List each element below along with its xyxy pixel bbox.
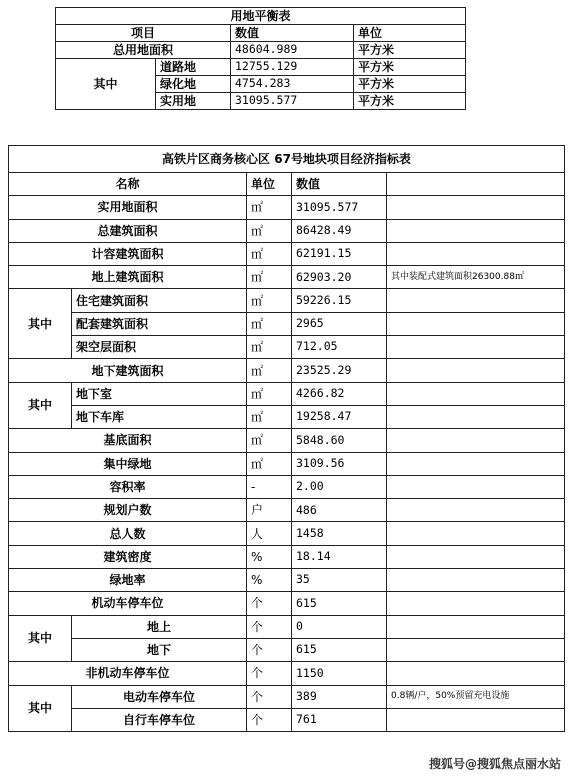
group-label: 其中 [9,615,72,662]
table-row: 实用地 31095.577 平方米 [56,93,466,110]
table-row: 自行车停车位 个 761 [9,708,565,731]
header-unit: 单位 [247,173,292,196]
header-value: 数值 [231,25,354,42]
table-row: 机动车停车位 个 615 [9,592,565,615]
header-value: 数值 [292,173,387,196]
table-row: 绿地率 % 35 [9,569,565,592]
table-row: 地下车库 ㎡ 19258.47 [9,405,565,428]
table-row: 其中 地下室 ㎡ 4266.82 [9,382,565,405]
table-row: 绿化地 4754.283 平方米 [56,76,466,93]
table-row: 非机动车停车位 个 1150 [9,662,565,685]
group-label: 其中 [9,289,72,359]
table-row: 总人数 人 1458 [9,522,565,545]
table-row: 总建筑面积 ㎡ 86428.49 [9,219,565,242]
group-label: 其中 [9,685,72,732]
table-row: 总用地面积 48604.989 平方米 [56,42,466,59]
table-row: 基底面积 ㎡ 5848.60 [9,429,565,452]
table-row: 集中绿地 ㎡ 3109.56 [9,452,565,475]
header-unit: 单位 [354,25,466,42]
header-name: 名称 [9,173,247,196]
group-label: 其中 [56,59,156,110]
table-row: 地下建筑面积 ㎡ 23525.29 [9,359,565,382]
table-row: 架空层面积 ㎡ 712.05 [9,336,565,359]
land-balance-title: 用地平衡表 [56,8,466,25]
table-row: 其中 地上 个 0 [9,615,565,638]
economic-indicators-table [8,145,565,732]
watermark: 搜狐号@搜狐焦点丽水站 [426,754,564,773]
table-row: 地上建筑面积 ㎡ 62903.20 其中装配式建筑面积26300.88㎡ [9,266,565,289]
table-row: 容积率 - 2.00 [9,475,565,498]
econ-title: 高铁片区商务核心区 67号地块项目经济指标表 [9,146,565,173]
table-row: 配套建筑面积 ㎡ 2965 [9,312,565,335]
table-row: 计容建筑面积 ㎡ 62191.15 [9,242,565,265]
table-row: 实用地面积 ㎡ 31095.577 [9,196,565,219]
table-row: 建筑密度 % 18.14 [9,545,565,568]
group-label: 其中 [9,382,72,429]
table-row: 其中 道路地 12755.129 平方米 [56,59,466,76]
header-item: 项目 [56,25,231,42]
table-row: 地下 个 615 [9,638,565,661]
table-row: 其中 住宅建筑面积 ㎡ 59226.15 [9,289,565,312]
table-row: 其中 电动车停车位 个 389 0.8辆/户，50%预留充电设施 [9,685,565,708]
table-row: 规划户数 户 486 [9,499,565,522]
land-balance-table [55,7,466,110]
